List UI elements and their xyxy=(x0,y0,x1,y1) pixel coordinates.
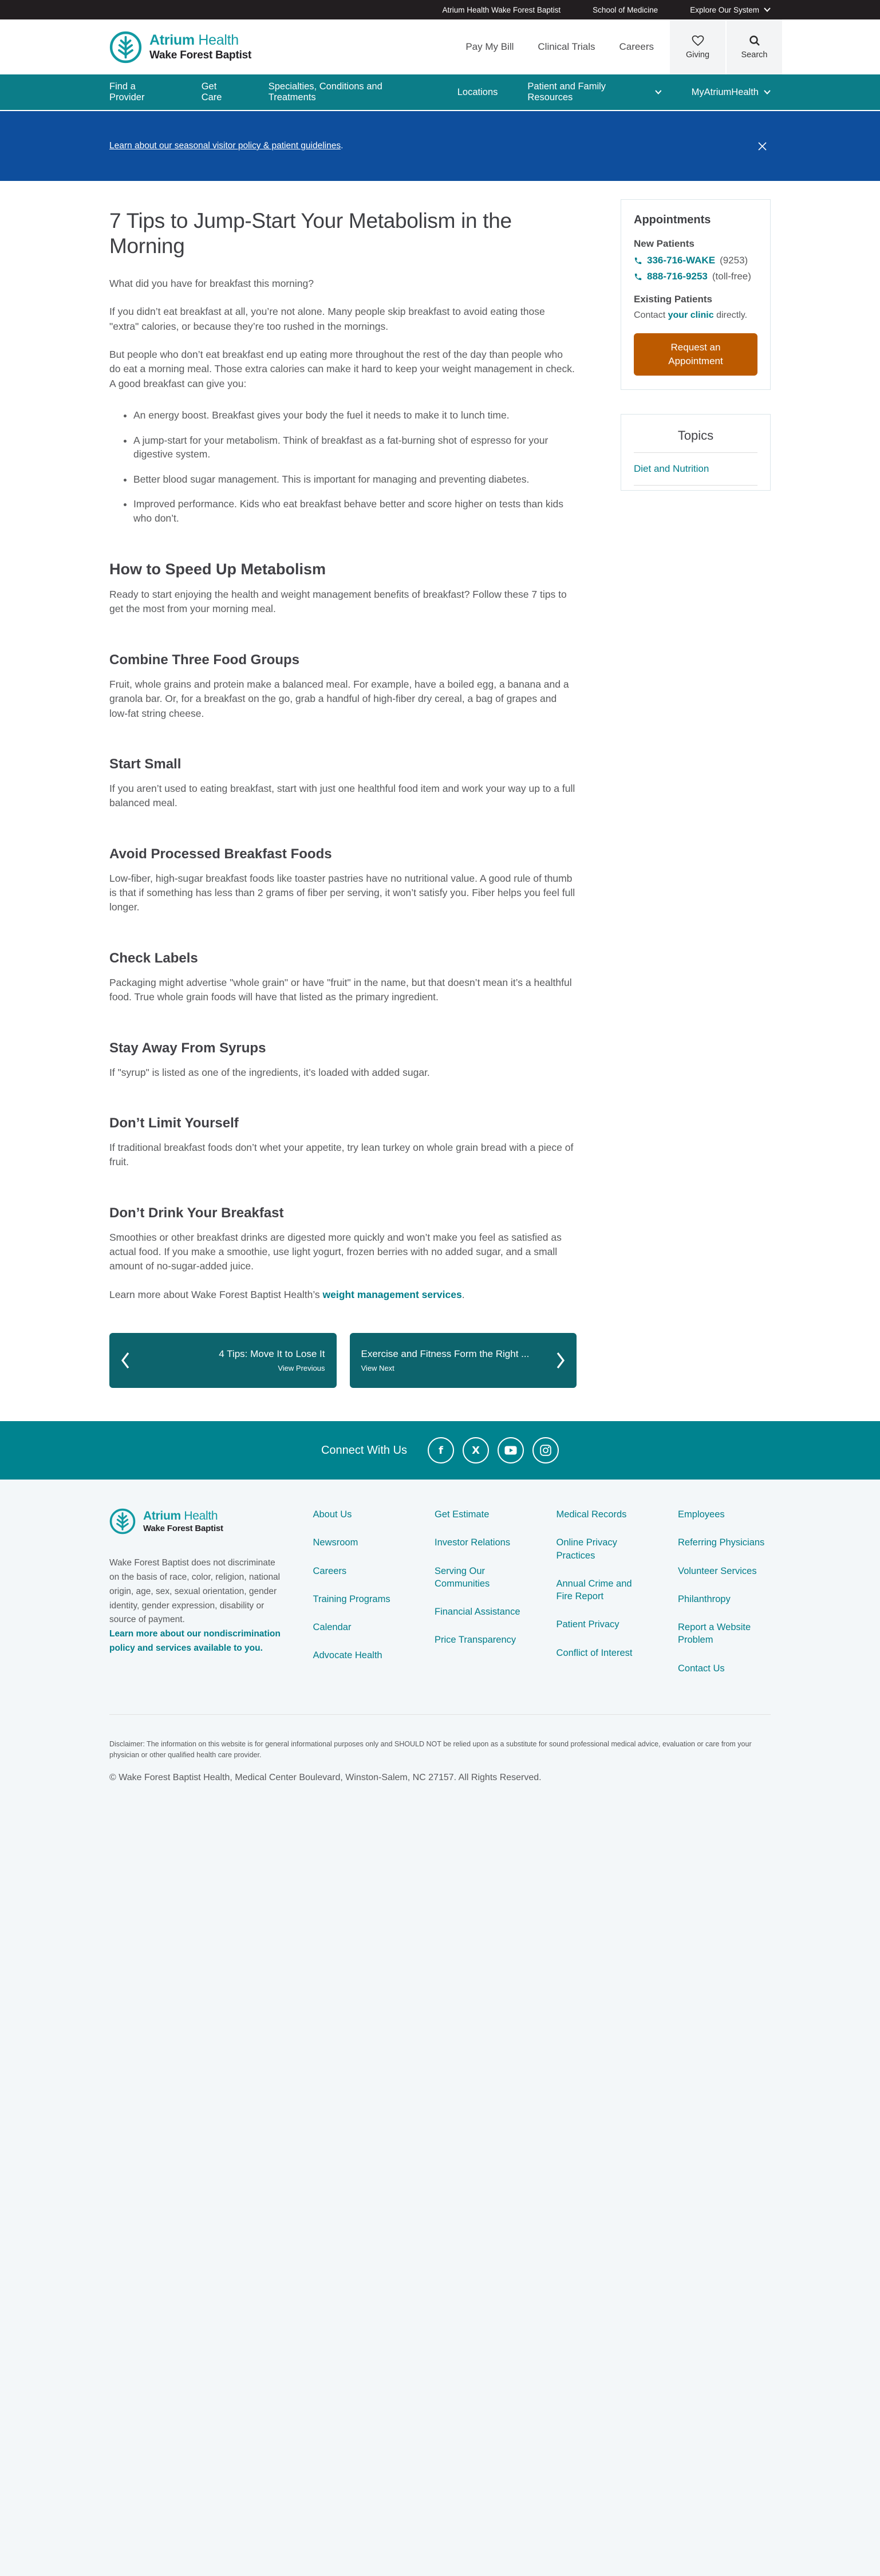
nav-label: Locations xyxy=(457,86,498,97)
search-icon xyxy=(749,35,760,46)
nav-specialties[interactable] xyxy=(269,81,428,103)
leaf-logo-icon xyxy=(109,31,142,64)
search-label: Search xyxy=(741,50,768,60)
view-next-label: View Next xyxy=(361,1364,394,1373)
page-title: 7 Tips to Jump-Start Your Metabolism in the Morning xyxy=(109,209,512,258)
top-link-explore-our-system[interactable] xyxy=(690,6,771,14)
main-content xyxy=(0,181,880,1421)
nav-get-care[interactable] xyxy=(202,81,239,103)
phone-number-link[interactable]: 336-716-WAKE xyxy=(647,255,716,266)
nav-label: Patient and Family Resources xyxy=(527,81,606,102)
footer-link[interactable]: Training Programs xyxy=(313,1593,390,1604)
footer-link[interactable]: Patient Privacy xyxy=(556,1619,619,1630)
footer-divider xyxy=(109,1714,771,1715)
nav-locations[interactable] xyxy=(457,87,498,98)
tip-heading: Avoid Processed Breakfast Foods xyxy=(109,846,332,862)
giving-button[interactable] xyxy=(670,19,725,74)
footer-link[interactable]: Volunteer Services xyxy=(678,1565,757,1576)
learn-more-suffix: . xyxy=(461,1288,465,1300)
connect-band xyxy=(0,1421,880,1480)
tip-heading: Don’t Drink Your Breakfast xyxy=(109,1205,284,1221)
footer-link[interactable]: Conflict of Interest xyxy=(556,1647,633,1658)
giving-label: Giving xyxy=(685,50,710,60)
chevron-right-icon xyxy=(557,1352,565,1369)
primary-nav xyxy=(0,74,880,110)
careers-link[interactable]: Careers xyxy=(619,41,654,52)
footer-link[interactable]: About Us xyxy=(313,1509,352,1520)
weight-management-services-link[interactable]: weight management services xyxy=(322,1288,462,1300)
copyright-text: © Wake Forest Baptist Health, Medical Center Boulevard, Winston-Salem, NC 27157. All Rights Reserved. xyxy=(109,1772,542,1782)
phone-suffix: (toll-free) xyxy=(712,271,751,282)
top-link-label: School of Medicine xyxy=(593,5,658,14)
footer-link[interactable]: Careers xyxy=(313,1565,347,1576)
footer-link[interactable]: Employees xyxy=(678,1509,725,1520)
footer-link[interactable]: Serving Our Communities xyxy=(435,1565,490,1589)
list-item: • A jump-start for your metabolism. Think of breakfast as a fat-burning shot of espresso for your digestive system. xyxy=(133,433,577,461)
top-link-label: Explore Our System xyxy=(690,5,759,14)
request-appointment-button[interactable]: Request an Appointment xyxy=(634,333,757,376)
chevron-left-icon xyxy=(121,1352,129,1369)
topics-card xyxy=(621,414,771,491)
top-link-atrium-wfb[interactable] xyxy=(443,6,561,14)
article-paragraph: What did you have for breakfast this morning? xyxy=(109,277,314,289)
pay-my-bill-link[interactable]: Pay My Bill xyxy=(465,41,514,52)
nondiscrimination-statement: Wake Forest Baptist does not discriminate on the basis of race, color, religion, national origin, age, sex, sexual orientation, gender identity, gender expression, disability or source of payment. xyxy=(109,1558,281,1625)
top-utility-bar xyxy=(0,0,880,19)
nav-label: MyAtriumHealth xyxy=(691,86,759,97)
tip-heading: Start Small xyxy=(109,756,181,772)
brand-name-wfb: Wake Forest Baptist xyxy=(149,49,252,61)
tip-heading: Don’t Limit Yourself xyxy=(109,1115,239,1131)
search-button[interactable] xyxy=(727,19,782,74)
article-paragraph: If "syrup" is listed as one of the ingredients, it’s loaded with added sugar. xyxy=(109,1066,430,1078)
header-utility-links xyxy=(465,41,654,53)
view-previous-label: View Previous xyxy=(278,1364,325,1373)
banner-close-button[interactable] xyxy=(754,138,771,155)
article-paragraph: If you aren’t used to eating breakfast, start with just one healthful food item and work your way up to a full balanced meal. xyxy=(109,782,575,809)
section-heading: How to Speed Up Metabolism xyxy=(109,561,326,578)
nondiscrimination-policy-link[interactable]: Learn more about our nondiscrimination policy and services available to you. xyxy=(109,1629,281,1653)
topic-diet-and-nutrition-link[interactable]: Diet and Nutrition xyxy=(634,453,757,486)
article xyxy=(109,199,577,1421)
x-icon: X xyxy=(472,1444,480,1457)
footer-column-services xyxy=(435,1508,527,1690)
article-paragraph: But people who don’t eat breakfast end up eating more throughout the rest of the day than people who do eat a morning meal. Those extra calories can make it hard to keep your weight management in check. A good breakfast can give you: xyxy=(109,348,575,389)
brand-name-health: Health xyxy=(180,1509,218,1523)
footer-link[interactable]: Report a Website Problem xyxy=(678,1622,751,1646)
instagram-button[interactable] xyxy=(532,1437,559,1463)
facebook-icon: f xyxy=(439,1444,443,1457)
top-link-school-of-medicine[interactable] xyxy=(593,6,658,14)
brand-name xyxy=(149,32,239,48)
sidebar xyxy=(621,199,771,1421)
appointments-card xyxy=(621,199,771,390)
header-action-cells xyxy=(670,19,782,74)
list-item: • Better blood sugar management. This is important for managing and preventing diabetes. xyxy=(133,472,577,487)
close-icon xyxy=(757,141,767,151)
nav-label: Get Care xyxy=(201,81,222,102)
brand-name-wfb: Wake Forest Baptist xyxy=(143,1524,223,1534)
article-paragraph: Packaging might advertise "whole grain" or have "fruit" in the name, but that doesn’t mean it’s a healthful food. True whole grain foods will have that listed as the primary ingredient. xyxy=(109,976,572,1003)
brand-name-atrium: Atrium xyxy=(143,1509,181,1523)
youtube-button[interactable] xyxy=(498,1437,524,1463)
phone-suffix: (9253) xyxy=(720,255,748,266)
footer-link[interactable]: Financial Assistance xyxy=(435,1607,520,1618)
footer-column-community xyxy=(678,1508,771,1690)
phone-icon xyxy=(634,257,642,265)
chevron-down-icon xyxy=(764,7,771,12)
nav-patient-family-resources[interactable] xyxy=(527,81,661,103)
heart-icon xyxy=(692,35,704,46)
footer-link[interactable]: Price Transparency xyxy=(435,1635,516,1646)
tip-heading: Combine Three Food Groups xyxy=(109,652,300,668)
article-paragraph: Ready to start enjoying the health and weight management benefits of breakfast? Follow these 7 tips to get the most from your morning meal. xyxy=(109,589,567,615)
article-paragraph: Fruit, whole grains and protein make a balanced meal. For example, have a boiled egg, a banana and a granola bar. Or, for a breakfast on the go, grab a handful of high-fiber dry cereal, a bag of grapes and low-fat string cheese. xyxy=(109,678,569,719)
visitor-policy-link[interactable]: Learn about our seasonal visitor policy & patient guidelines xyxy=(109,141,341,151)
clinical-trials-link[interactable]: Clinical Trials xyxy=(538,41,595,52)
footer-link[interactable]: Get Estimate xyxy=(435,1509,490,1520)
phone-number-link[interactable]: 888-716-9253 xyxy=(647,271,708,282)
previous-article-title: 4 Tips: Move It to Lose It xyxy=(219,1348,325,1360)
nav-label: Specialties, Conditions and Treatments xyxy=(268,81,382,102)
footer-link[interactable]: Philanthropy xyxy=(678,1593,731,1604)
footer-column-about xyxy=(313,1508,406,1690)
new-patients-label: New Patients xyxy=(634,238,694,249)
banner-period: . xyxy=(341,141,344,151)
youtube-icon xyxy=(504,1446,517,1455)
site-header xyxy=(0,19,880,74)
list-item: • An energy boost. Breakfast gives your body the fuel it needs to make it to lunch time. xyxy=(133,408,577,423)
list-item: • Improved performance. Kids who eat breakfast behave better and score higher on tests than kids who don’t. xyxy=(133,497,577,525)
view-previous-card[interactable] xyxy=(109,1333,337,1388)
tip-heading: Check Labels xyxy=(109,950,198,966)
next-article-title: Exercise and Fitness Form the Right ... xyxy=(361,1348,530,1360)
footer-brand-column xyxy=(109,1508,284,1690)
view-next-card[interactable] xyxy=(350,1333,577,1388)
article-paragraph: Low-fiber, high-sugar breakfast foods like toaster pastries have no nutritional value. A good rule of thumb is that if something has less than 2 grams of fiber per serving, it won’t satisfy you. Fiber helps you feel full longer. xyxy=(109,872,575,913)
footer-link[interactable]: Calendar xyxy=(313,1622,352,1633)
nav-find-a-provider[interactable] xyxy=(109,81,172,103)
footer-link[interactable]: Annual Crime and Fire Report xyxy=(556,1578,632,1602)
nav-label: Find a Provider xyxy=(109,81,145,102)
article-paragraph: If traditional breakfast foods don’t whet your appetite, try lean turkey on whole grain bread with a piece of fruit. xyxy=(109,1141,574,1168)
facebook-button[interactable] xyxy=(428,1437,454,1463)
x-button[interactable] xyxy=(463,1437,489,1463)
phone-icon xyxy=(634,273,642,281)
site-footer xyxy=(0,1480,880,1823)
contact-suffix: directly. xyxy=(713,310,748,320)
brand-name xyxy=(143,1509,218,1522)
instagram-icon xyxy=(540,1445,551,1456)
benefits-list xyxy=(124,408,577,525)
article-paragraph: Smoothies or other breakfast drinks are digested more quickly and won’t make you feel as satisfied as actual food. If you make a smoothie, use light yogurt, frozen berries with no added sugar, and a small amount of no-sugar-added juice. xyxy=(109,1231,562,1272)
footer-link[interactable]: Medical Records xyxy=(556,1509,627,1520)
brand-name-atrium: Atrium xyxy=(149,32,195,48)
learn-more-line xyxy=(109,1288,577,1302)
footer-column-records xyxy=(557,1508,649,1690)
brand-name-health: Health xyxy=(194,32,239,48)
contact-prefix: Contact xyxy=(634,310,668,320)
footer-link[interactable]: Online Privacy Practices xyxy=(556,1537,617,1561)
footer-link[interactable]: Contact Us xyxy=(678,1663,725,1674)
existing-patients-label: Existing Patients xyxy=(634,294,712,305)
tip-heading: Stay Away From Syrups xyxy=(109,1040,266,1056)
nav-myatriumhealth[interactable] xyxy=(692,87,771,98)
footer-link[interactable]: Advocate Health xyxy=(313,1650,382,1661)
your-clinic-link[interactable]: your clinic xyxy=(668,310,714,320)
article-pager xyxy=(109,1333,577,1388)
nondiscrimination-text xyxy=(109,1556,284,1656)
chevron-down-icon xyxy=(764,90,771,94)
article-paragraph: If you didn’t eat breakfast at all, you’re not alone. Many people skip breakfast to avoid eating those "extra" calories, or because they’re too rushed in the mornings. xyxy=(109,306,545,332)
topics-heading: Topics xyxy=(634,428,757,453)
alert-banner xyxy=(0,110,880,181)
brand-logo[interactable] xyxy=(109,31,251,64)
social-links xyxy=(428,1437,559,1463)
footer-link[interactable]: Newsroom xyxy=(313,1537,358,1548)
appointments-heading: Appointments xyxy=(634,214,711,226)
footer-link[interactable]: Referring Physicians xyxy=(678,1537,765,1548)
contact-clinic-line xyxy=(634,310,757,321)
footer-logo[interactable] xyxy=(109,1508,284,1534)
leaf-logo-icon xyxy=(109,1508,136,1534)
chevron-down-icon xyxy=(655,90,662,94)
learn-more-prefix: Learn more about Wake Forest Baptist Health’s xyxy=(109,1288,323,1300)
connect-with-us-label: Connect With Us xyxy=(321,1443,408,1457)
footer-link[interactable]: Investor Relations xyxy=(435,1537,511,1548)
top-link-label: Atrium Health Wake Forest Baptist xyxy=(442,5,561,14)
disclaimer-text: Disclaimer: The information on this website is for general informational purposes only and SHOULD NOT be relied upon as a substitute for sound professional medical advice, evaluation or care from your physician or other qualified health care provider. xyxy=(109,1740,752,1760)
